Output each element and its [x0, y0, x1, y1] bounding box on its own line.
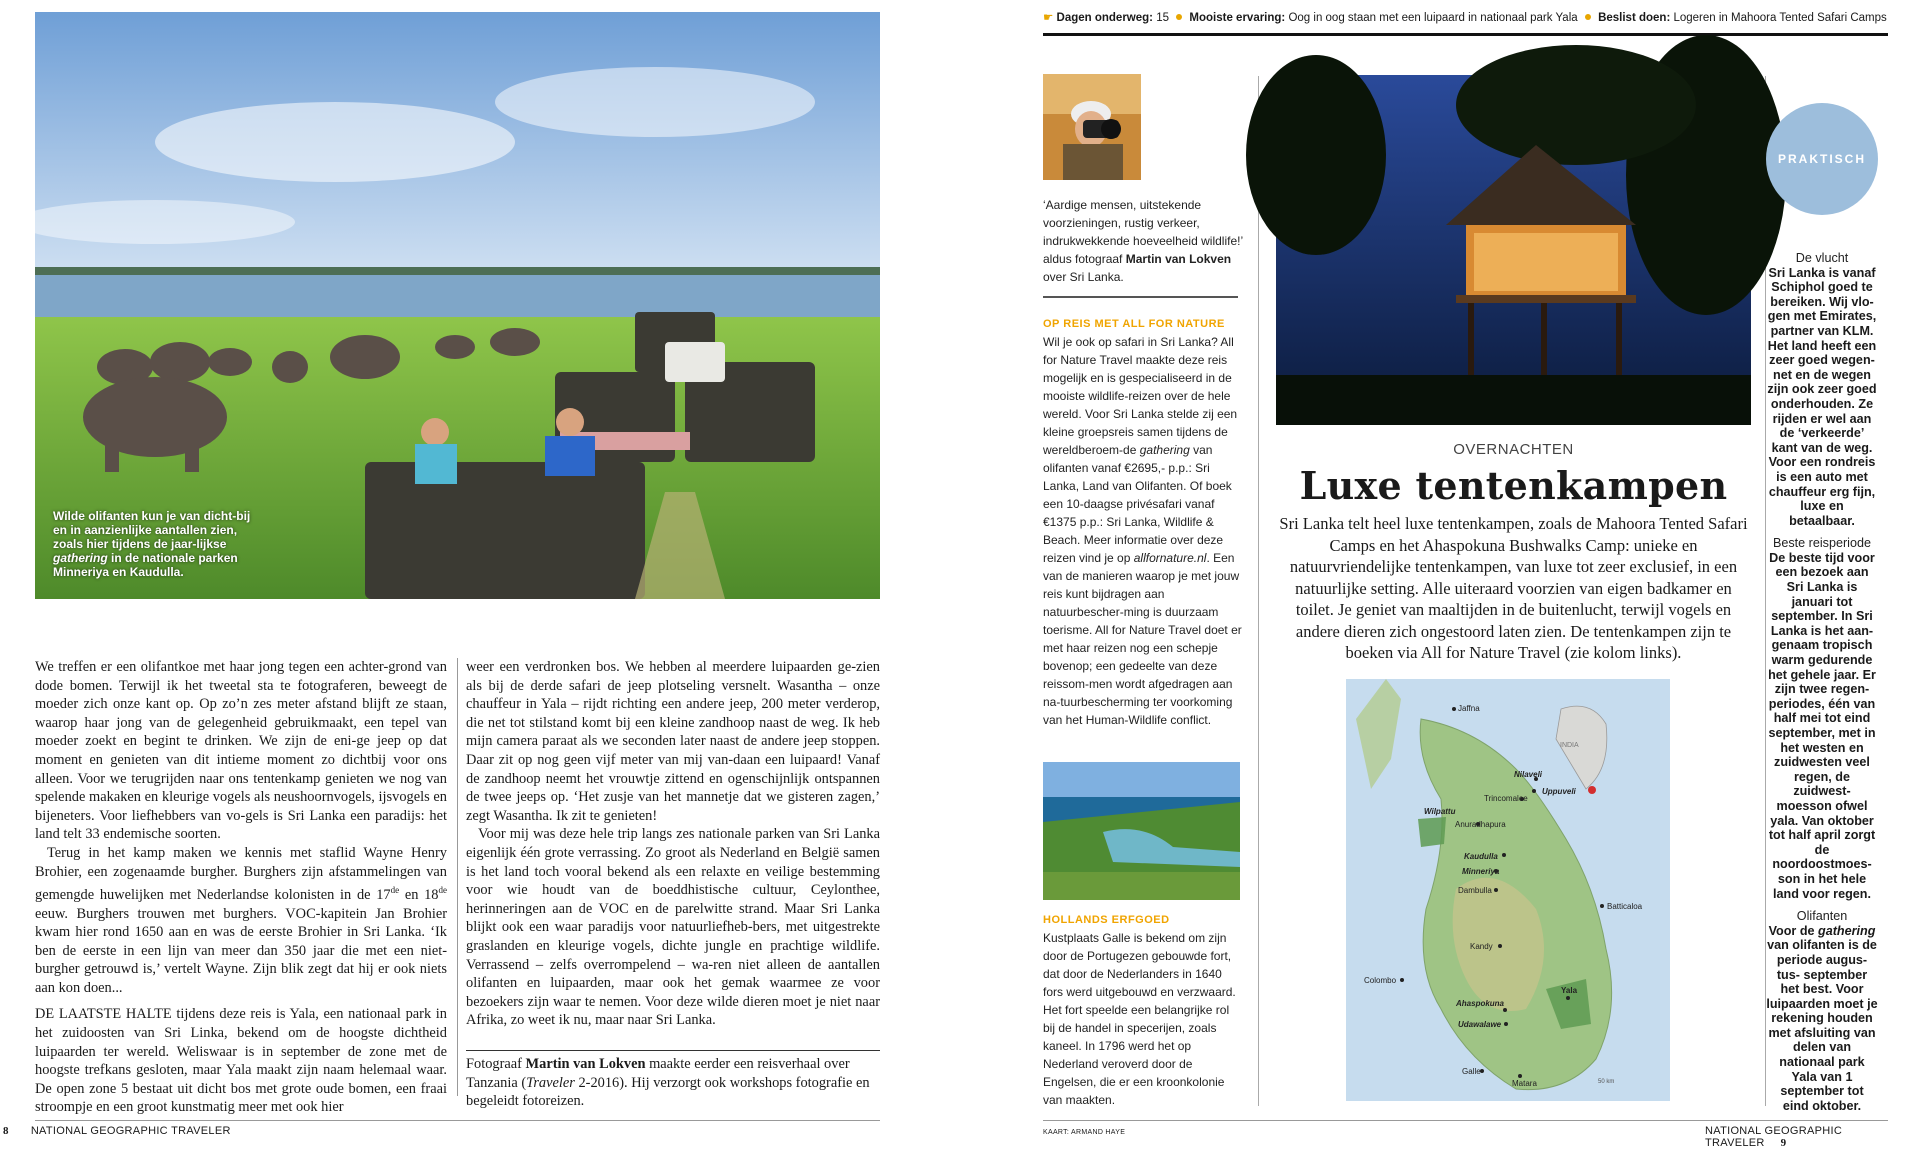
article-column-1 — [35, 658, 447, 1117]
travel-box — [1043, 315, 1243, 729]
map-label: Kandy — [1470, 942, 1493, 951]
map-label: Nilaveli — [1514, 770, 1543, 779]
map-scale: 50 km — [1598, 1079, 1615, 1085]
photographer-credit: Fotograaf Martin van Lokven maakte eerder een reisverhaal over Tanzania (Traveler 2-2016). Hij verzorgt ook workshops fotografie en begeleidt fotoreizen. — [466, 1050, 880, 1111]
photographer-portrait — [1043, 74, 1141, 180]
section-title: Luxe tentenkampen — [1299, 463, 1728, 508]
galle-photo — [1043, 762, 1240, 900]
map-label: Udawalawe — [1458, 1020, 1502, 1029]
hero-caption: Wilde olifanten kun je van dicht-bij en in aanzienlijke aantallen zien, zoals hier tijdens de jaar-lijkse gathering in de nationale parken Minneriya en Kaudulla. — [53, 509, 251, 579]
footer-left — [3, 1125, 231, 1137]
footer-right — [1705, 1125, 1920, 1149]
map-credit: KAART: ARMAND HAYE — [1043, 1129, 1126, 1136]
magazine-name: NATIONAL GEOGRAPHIC TRAVELER — [30, 1125, 231, 1137]
heritage-box — [1043, 911, 1243, 1109]
column-divider — [457, 658, 458, 1096]
practical-heading: Olifanten — [1796, 909, 1848, 924]
tent-camp-illustration — [1276, 75, 1751, 425]
section-label: OVERNACHTEN — [1453, 441, 1574, 458]
map-label: Minneriya — [1462, 867, 1500, 876]
sri-lanka-map — [1346, 679, 1670, 1101]
paragraph: We treffen er een olifantkoe met haar jong tegen een achter-grond van dode bomen. Terwijl ik het tweetal sta te fotograferen, beweegt de moeder zich onze kant op. Op zo’n zes meter afstand blijft ze staan, waarop haar jong van de gelegenheid gebruikmaakt, een tepel van moeder zoekt en begint te drinken. We zijn de eni-ge jeep op dat moment en genieten van dit intieme moment zo dichtbij voor ons alleen. Voor we terugrijden naar ons tentenkamp genieten we nog van spelende makaken en kleurige vogels als neushoornvogels, ijsvogels en bijeneters. Voor liefhebbers van vo-gels is Sri Lanka een paradijs: het land telt 33 endemische soorten. — [35, 659, 447, 843]
galle-coast-illustration — [1043, 762, 1240, 900]
map-label: Kaudulla — [1464, 852, 1498, 861]
practical-column — [1766, 243, 1878, 1113]
map-label: Jaffna — [1458, 704, 1480, 713]
paragraph: Voor mij was deze hele trip langs zes nationale parken van Sri Lanka eigenlijk één grote verrassing. Zo groot als Nederland en België samen is het land toch vooral bekend als een relaxte en veilige bestemming voor wie houdt van de boeddhistische cultuur, Ceylonthee, herinneringen aan de VOC en de parelwitte strand. Maar Sri Lanka blijkt ook een waar paradijs voor natuurliefheb-bers, met uitgestrekte graslanden en kleurige vogels, dichte jungle en prachtige wildlife. Verrassend – zelfs overrompelend – wa-ren niet alleen de aantallen olifanten en luipaarden, maar ook het gemak waarmee ze voor bezoekers zijn waar te nemen. Voor deze wilde dieren moet je niet naar Afrika, zo weet ik nu, maar naar Sri Lanka. — [466, 826, 880, 1029]
map-label: Anuradhapura — [1455, 820, 1506, 829]
footer-rule — [1043, 1120, 1888, 1121]
website-link[interactable]: allfornature.nl — [1133, 551, 1207, 565]
heritage-heading: HOLLANDS ERFGOED — [1043, 914, 1170, 926]
page-number: 9 — [1780, 1137, 1787, 1149]
photographer-illustration — [1043, 74, 1141, 180]
map-label: Batticaloa — [1607, 902, 1643, 911]
practical-text: Sri Lanka is vanaf Schiphol goed te bereiken. Wij vlo-gen met Emirates, partner van KLM. Het land heeft een zeer goed wegen-net en de wegen zijn ook zeer goed onderhouden. Ze rijden er wel aan de ‘verkeerde’ kant van de weg. Voor een rondreis is een auto met chauffeur erg fijn, luxe en betaalbaar. — [1767, 265, 1877, 528]
paragraph: DE LAATSTE HALTE tijdens deze reis is Yala, een nationaal park in het zuidoosten van Sri Linka, bekend om de hoogste dichtheid luipaarden ter wereld. Weliswaar is in september de zone met de hoogste trefkans gesloten, maar Yala maakt zijn naam helemaal waar. De open zone 5 bestaat uit dicht bos met grote oude bomen, een fraai stroompje en een groot kunstmatig meer met ook hier — [35, 1006, 447, 1116]
page-number: 8 — [3, 1125, 9, 1137]
map-label: Galle — [1462, 1067, 1481, 1076]
travel-text: Wil je ook op safari in Sri Lanka? All for Nature Travel maakte deze reis mogelijk en is gespecialiseerd in de mooiste wildlife-reizen over de hele wereld. Voor Sri Lanka stelde zij een kleine groepsreis samen tijdens de wereldberoem-de gathering van olifanten vanaf €2695,- p.p.: Sri Lanka, Land van Olifanten. Of boek een 10-daagse privésafari vanaf €1375 p.p.: Sri Lanka, Wildlife & Beach. Meer informatie over deze reizen vind je op allfornature.nl. Een van de manieren waarop je met jouw reis kunt bijdragen aan natuurbescher-ming is duurzaam toerisme. All for Nature Travel doet er met haar reizen nog een schepje bovenop; een gedeelte van deze reissom-men wordt afgedragen aan na-tuurbescherming ter voorkoming van het Human-Wildlife conflict. — [1043, 335, 1242, 727]
map-label: INDIA — [1560, 742, 1579, 749]
tent-camps-text: Sri Lanka telt heel luxe tentenkampen, zoals de Mahoora Tented Safari Camps en het Ahaspokuna Bushwalks Camp: unieke en natuurvriendelijke tentenkampen, van luxe tot zeer exclusief, in een natuurlijke setting. Alle uiteraard voorzien van eigen badkamer en toilet. Je geniet van maaltijden in de buitenlucht, terwijl vogels en andere dieren zich ongestoord laten zien. De tentenkampen zijn te boeken via All for Nature Travel (zie kolom links). — [1279, 514, 1748, 662]
travel-heading: OP REIS MET ALL FOR NATURE — [1043, 318, 1225, 330]
practical-heading: Beste reisperiode — [1772, 536, 1871, 551]
paragraph: weer een verdronken bos. We hebben al meerdere luipaarden ge-zien als bij de derde safari de jeep plotseling versnelt. Wasantha – onze chauffeur in Yala – rijdt richting een andere jeep, 200 meter verderop, die net tot stilstand komt bij een kleine zandhoop naast de weg. Ik heb mijn camera paraat als we seconden later naast de andere jeep stoppen. Daar zit op nog geen vijf meter van mij van-daan een luipaard! Vanaf de zandhoop neemt het vrouwtje zittend en ogenschijnlijk ontspannen de twee jeeps op. ‘Het zusje van het mannetje dat we gisteren zagen,’ zegt Wasantha. Ik zit te genieten! — [466, 659, 880, 824]
practical-heading: De vlucht — [1795, 251, 1849, 265]
hero-photo-elephants-safari — [35, 12, 880, 599]
bullet-dot-icon — [1585, 14, 1591, 20]
footer-rule — [35, 1120, 880, 1121]
map-label: Matara — [1512, 1079, 1537, 1088]
map-label: Yala — [1561, 986, 1578, 995]
map-label: Ahaspokuna — [1456, 999, 1505, 1008]
side-rule — [1043, 296, 1238, 298]
map-graphic — [1346, 679, 1670, 1101]
paragraph: Terug in het kamp maken we kennis met staflid Wayne Henry Brohier, een zogenaamde burgher. Burghers zijn afstammelingen van gemengde huwelijken met Nederlandse kolonisten in de 17de en 18de eeuw. Burghers trouwen met burghers. VOC-kapitein Jan Brohier kwam hier rond 1650 aan en was de eerste Brohier in Sri Lanka. ‘Ik ben de eerste in een lijn van meer dan 350 jaar die met een niet-burgher getrouwd is,’ vertelt Wayne. Zijn blik zegt dat hij er ook niets aan kon doen... — [35, 844, 448, 996]
column-divider — [1258, 76, 1259, 1106]
magazine-name: NATIONAL GEOGRAPHIC TRAVELER — [1705, 1125, 1843, 1149]
practical-text: Voor de gathering van olifanten is de periode augus-tus- september het best. Voor luipaarden moet je rekening houden met afsluiting van delen van nationaal park Yala van 1 september tot eind oktober. — [1766, 923, 1878, 1113]
map-label: Uppuveli — [1542, 787, 1576, 796]
map-label: Colombo — [1364, 976, 1397, 985]
bullet-dot-icon — [1176, 14, 1182, 20]
practical-text: De beste tijd voor een bezoek aan Sri Lanka is januari tot september. In Sri Lanka is het aan-genaam tropisch warm gedurende het gehele jaar. Er zijn twee regen-periodes, één van half mei tot eind september, met in het westen en zuidwesten veel regen, de zuidwest-moesson ofwel yala. Van oktober tot half april zorgt de noordoostmoes-son in het hele land voor regen. — [1768, 550, 1876, 901]
map-label: Trincomalee — [1484, 794, 1528, 803]
top-rule — [1043, 33, 1888, 36]
photographer-quote: ‘Aardige mensen, uitstekende voorzieningen, rustig verkeer, indrukwekkende hoeveelheid wildlife!’ aldus fotograaf Martin van Lokven over Sri Lanka. — [1043, 198, 1243, 284]
map-label: Wilpattu — [1424, 807, 1456, 816]
practical-badge: PRAKTISCH — [1766, 103, 1878, 215]
hand-pointer-icon: ☛ — [1043, 12, 1054, 24]
map-label: Dambulla — [1458, 886, 1492, 895]
trip-facts-bar: ☛ Dagen onderweg: 15 Mooiste ervaring: Oog in oog staan met een luipaard in nationaal park Yala Beslist doen: Logeren in Mahoora Tented Safari Camps — [1043, 12, 1887, 24]
heritage-text: Kustplaats Galle is bekend om zijn door de Portugezen gebouwde fort, dat door de Nederlanders in 1640 fors werd uitgebouwd en verzwaard. Het fort speelde een belangrijke rol bij de handel in specerijen, zoals kaneel. In 1796 werd het op Nederland veroverd door de Engelsen, die er een kroonkolonie van maakten. — [1043, 931, 1236, 1107]
tent-camp-photo — [1276, 75, 1751, 425]
article-column-2 — [466, 658, 880, 1030]
